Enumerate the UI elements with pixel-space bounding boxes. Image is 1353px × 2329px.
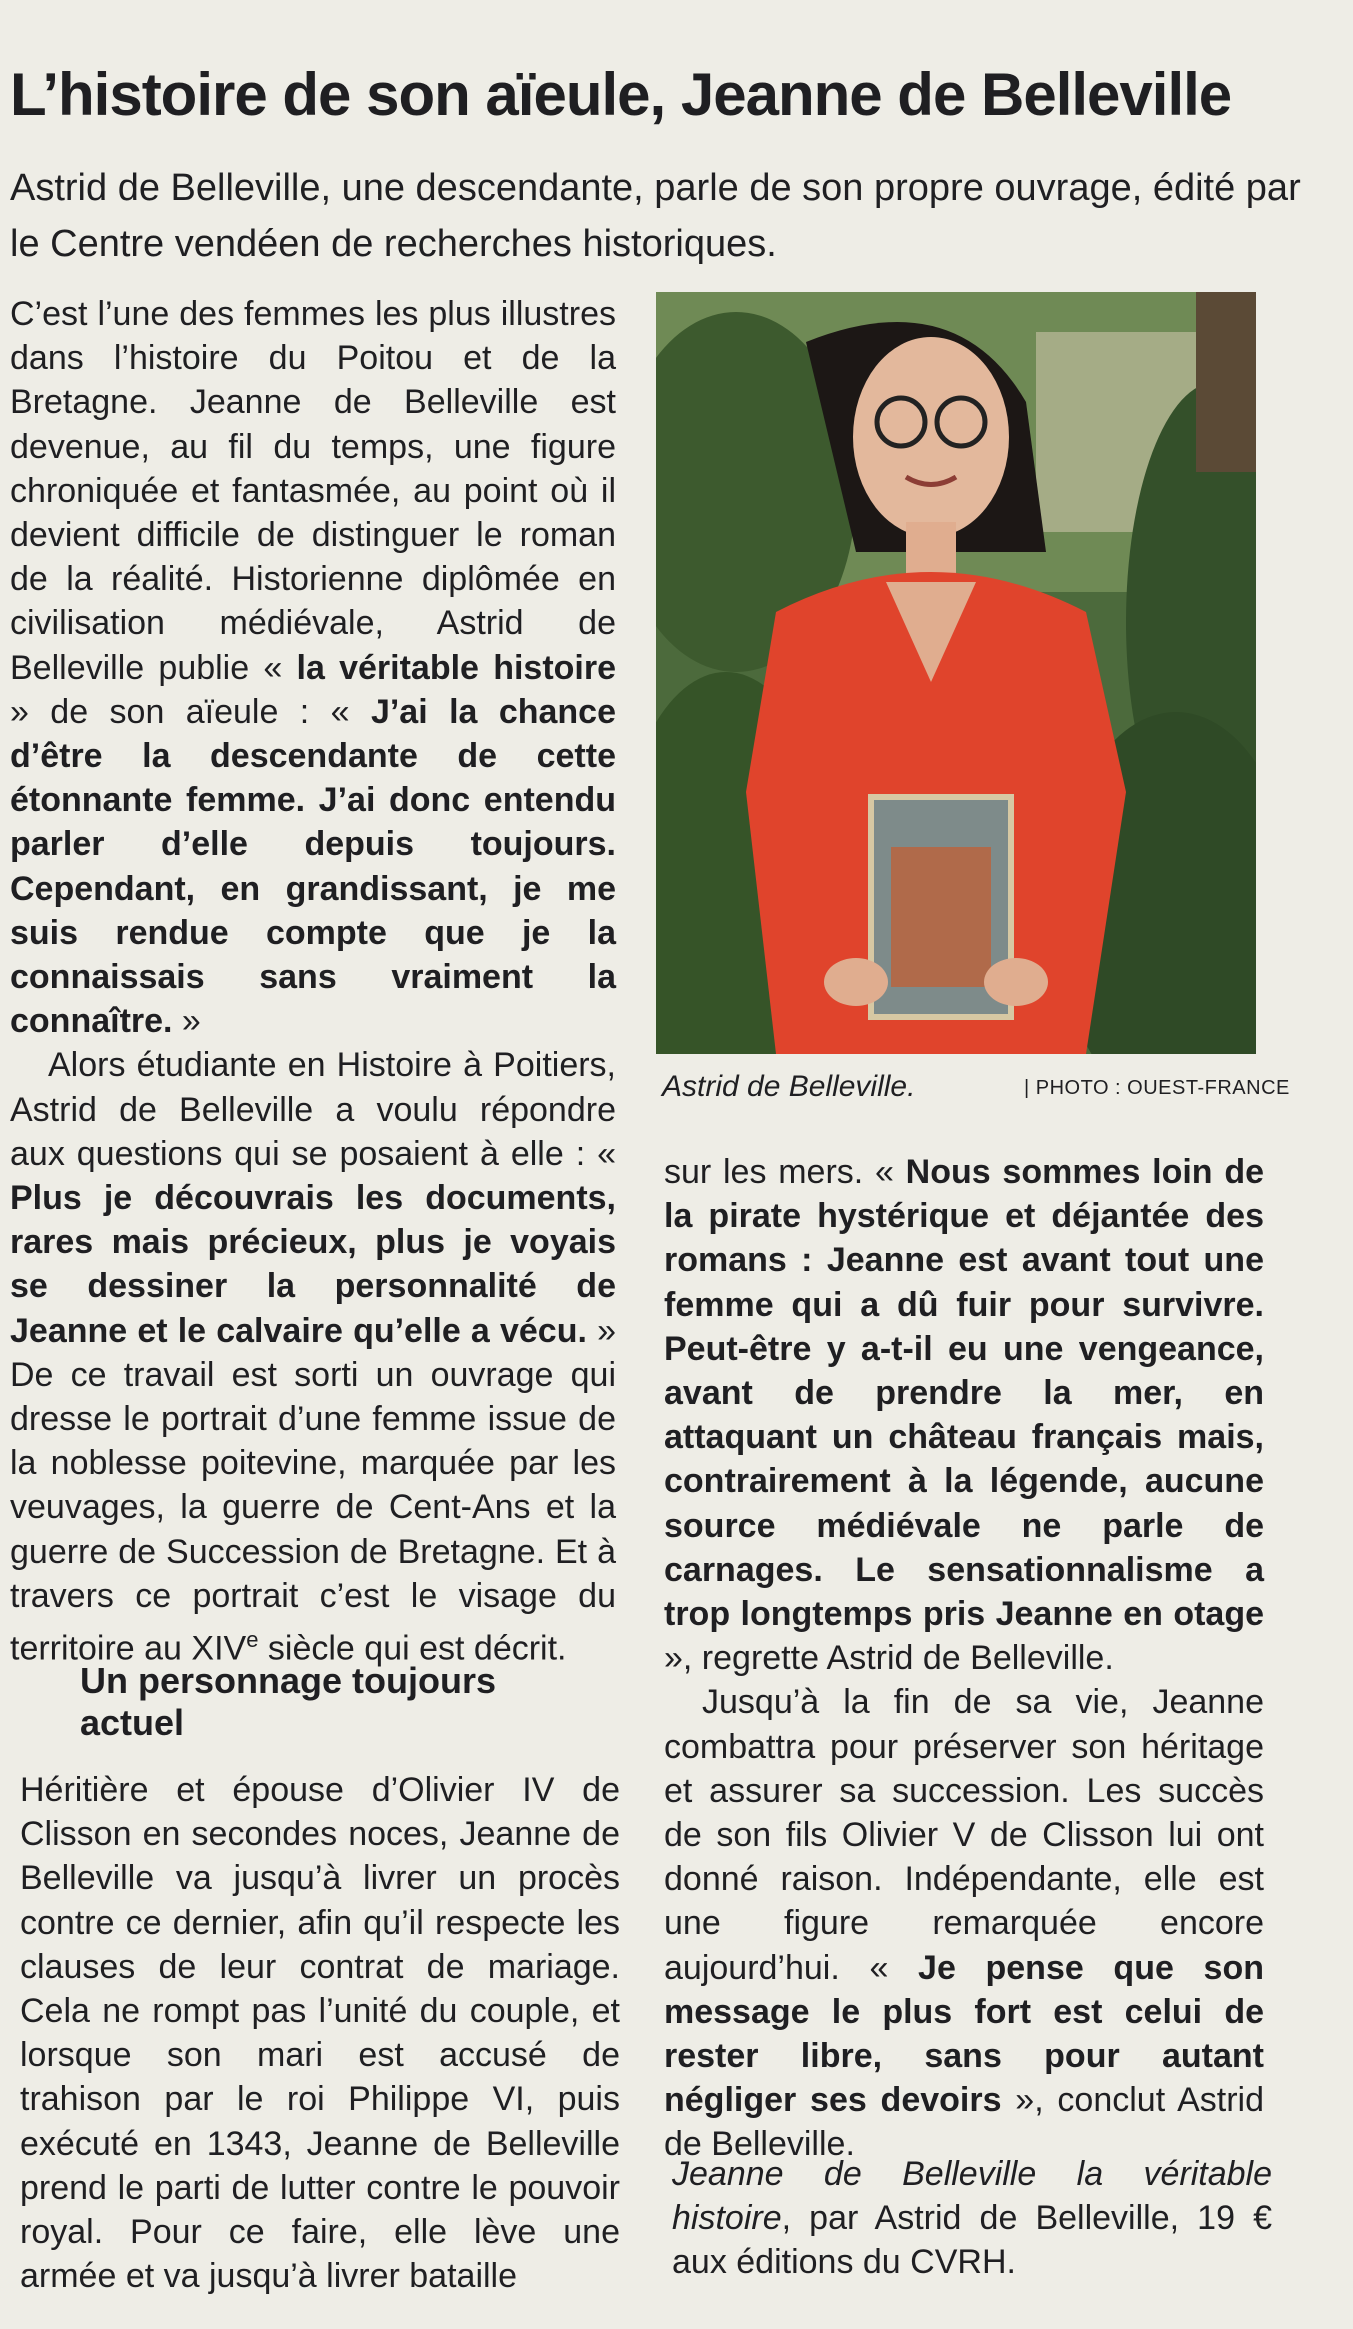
photo-caption: Astrid de Belleville. (662, 1070, 916, 1103)
photo-credit: | PHOTO : OUEST-FRANCE (1024, 1077, 1290, 1099)
left-column-top (10, 292, 616, 1671)
paragraph-heritage: Héritière et épouse d’Olivier IV de Clisson en secondes noces, Jeanne de Belleville va jusqu’à livrer un procès contre ce dernier, afin qu’il respecte les clauses de leur contrat de mariage. Cela ne rompt pas l’unité du couple, et lorsque son mari est accusé de trahison par le roi Philippe VI, puis exécuté en 1343, Jeanne de Belleville prend le parti de lutter contre le pouvoir royal. Pour ce faire, elle lève une armée et va jusqu’à livrer bataille (20, 1771, 620, 2296)
right-column (664, 1150, 1264, 2167)
subhead: Astrid de Belleville, une descendante, parle de son propre ouvrage, édité par le Centre vendéen de recherches historiques. (10, 167, 1301, 265)
paragraph-intro: C’est l’une des femmes les plus illustres dans l’histoire du Poitou et de la Bretagne. Jeanne de Belleville est devenue, au fil du temps, une figure chroniquée et fantasmée, au point où il devient difficile de distinguer le roman de la réalité. Historienne diplômée en civilisation médiévale, Astrid de Belleville publie « la véritable histoire » de son aïeule : « J’ai la chance d’être la descendante de cette étonnante femme. J’ai donc entendu parler d’elle depuis toujours. Cependant, en grandissant, je me suis rendue compte que je la connaissais sans vraiment la connaître. » (10, 295, 617, 1041)
book-reference: Jeanne de Belleville la véritable histoire, par Astrid de Belleville, 19 € aux éditions du CVRH. (672, 2155, 1272, 2281)
headline: L’histoire de son aïeule, Jeanne de Belleville (10, 61, 1232, 128)
paragraph-pirate: sur les mers. « Nous sommes loin de la pirate hystérique et déjantée des romans : Jeanne est avant tout une femme qui a dû fuir pour survivre. Peut-être y a-t-il eu une vengeance, avant de prendre la mer, en attaquant un château français mais, contrairement à la légende, aucune source médiévale ne parle de carnages. Le sensationnalisme a trop longtemps pris Jeanne en otage », regrette Astrid de Belleville. (664, 1153, 1265, 1678)
portrait-illustration (656, 292, 1256, 1054)
left-column-bottom (20, 1768, 620, 2298)
portrait-photo (656, 292, 1256, 1054)
section-subtitle: Un personnage toujours actuel (80, 1660, 497, 1743)
paragraph-legacy: Jusqu’à la fin de sa vie, Jeanne combattra pour préserver son héritage et assurer sa succession. Les succès de son fils Olivier V de Clisson lui ont donné raison. Indépendante, elle est une figure remarquée encore aujourd’hui. « Je pense que son message le plus fort est celui de rester libre, sans pour autant négliger ses devoirs », conclut Astrid de Belleville. (664, 1683, 1264, 2164)
paragraph-studies: Alors étudiante en Histoire à Poitiers, Astrid de Belleville a voulu répondre aux questions qui se posaient à elle : « Plus je découvrais les documents, rares mais précieux, plus je voyais se dessiner la personnalité de Jeanne et le calvaire qu’elle a vécu. » De ce travail est sorti un ouvrage qui dresse le portrait d’une femme issue de la noblesse poitevine, marquée par les veuvages, la guerre de Cent-Ans et la guerre de Succession de Bretagne. Et à travers ce portrait c’est le visage du territoire au XIVe siècle qui est décrit. (10, 1046, 617, 1668)
